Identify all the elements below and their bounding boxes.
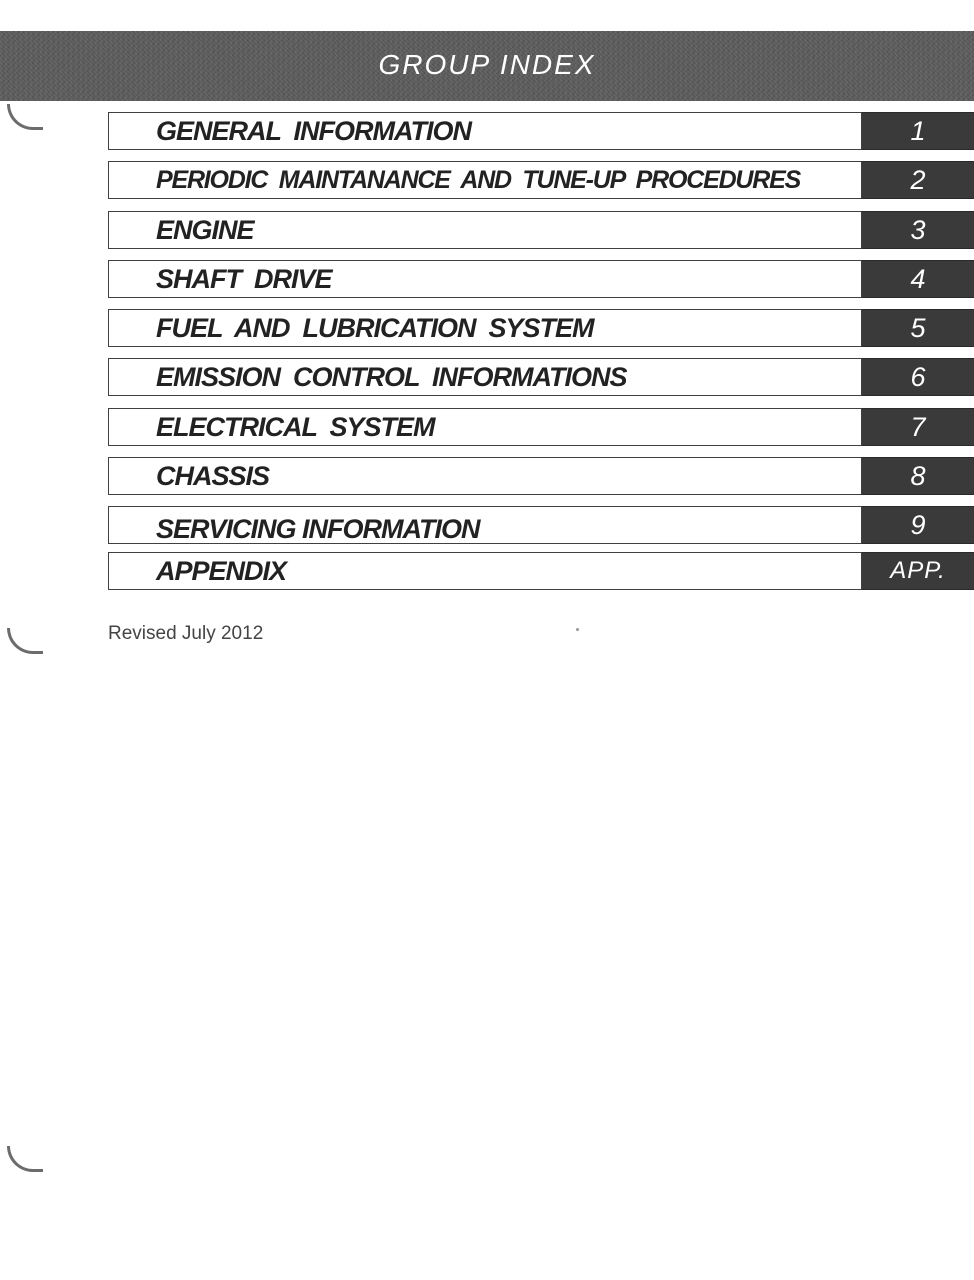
index-tab-number: 2 (910, 165, 926, 196)
binder-hole-top (7, 104, 43, 130)
index-label-box[interactable] (108, 552, 862, 590)
index-tab-number: 4 (910, 263, 926, 294)
index-tab-number: 1 (910, 116, 926, 146)
binder-hole-middle (7, 628, 43, 654)
index-row-emission-control[interactable] (108, 358, 974, 396)
index-tab[interactable] (862, 161, 974, 199)
index-tab-number: APP. (890, 556, 946, 584)
index-label-box[interactable] (108, 309, 862, 347)
index-label-box[interactable] (108, 506, 862, 544)
index-tab-number: 5 (910, 313, 926, 344)
index-label-box[interactable] (108, 457, 862, 495)
index-tab[interactable] (862, 457, 974, 495)
index-label: FUEL AND LUBRICATION SYSTEM (156, 313, 594, 344)
index-tab[interactable] (862, 211, 974, 249)
binder-hole-bottom (7, 1146, 43, 1172)
revision-note: Revised July 2012 (108, 623, 264, 644)
scan-speck (576, 628, 579, 631)
index-label: EMISSION CONTROL INFORMATIONS (156, 362, 627, 393)
index-tab-number: 7 (910, 411, 926, 442)
index-row-chassis[interactable] (108, 457, 974, 495)
index-row-general-information[interactable] (108, 112, 974, 150)
page-title: GROUP INDEX (378, 49, 596, 80)
index-tab-number: 3 (910, 214, 926, 245)
group-index-list (108, 112, 974, 601)
index-label: SHAFT DRIVE (156, 263, 332, 294)
index-row-servicing-information[interactable] (108, 506, 974, 544)
index-row-appendix[interactable] (108, 552, 974, 590)
index-label: GENERAL INFORMATION (156, 116, 471, 146)
index-tab[interactable] (862, 112, 974, 150)
index-tab[interactable] (862, 358, 974, 396)
index-label: CHASSIS (156, 461, 270, 492)
index-tab[interactable] (862, 506, 974, 544)
index-label-box[interactable] (108, 408, 862, 446)
index-row-electrical-system[interactable] (108, 408, 974, 446)
index-tab-number: 6 (910, 362, 926, 393)
index-tab[interactable] (862, 408, 974, 446)
index-label-box[interactable] (108, 112, 862, 150)
index-label: ENGINE (156, 214, 254, 245)
index-row-periodic-maintenance[interactable] (108, 161, 974, 199)
index-row-engine[interactable] (108, 211, 974, 249)
index-tab-number: 8 (910, 461, 926, 492)
index-label: SERVICING INFORMATION (156, 514, 480, 545)
index-label-box[interactable] (108, 358, 862, 396)
index-label-box[interactable] (108, 161, 862, 199)
index-tab[interactable] (862, 552, 974, 590)
index-row-shaft-drive[interactable] (108, 260, 974, 298)
index-tab-number: 9 (910, 510, 926, 541)
index-row-fuel-lubrication[interactable] (108, 309, 974, 347)
index-label: APPENDIX (156, 555, 287, 586)
index-label-box[interactable] (108, 211, 862, 249)
index-label-box[interactable] (108, 260, 862, 298)
index-label: PERIODIC MAINTANANCE AND TUNE-UP PROCEDURES (156, 166, 801, 195)
index-tab[interactable] (862, 260, 974, 298)
index-tab[interactable] (862, 309, 974, 347)
index-label: ELECTRICAL SYSTEM (156, 411, 435, 442)
